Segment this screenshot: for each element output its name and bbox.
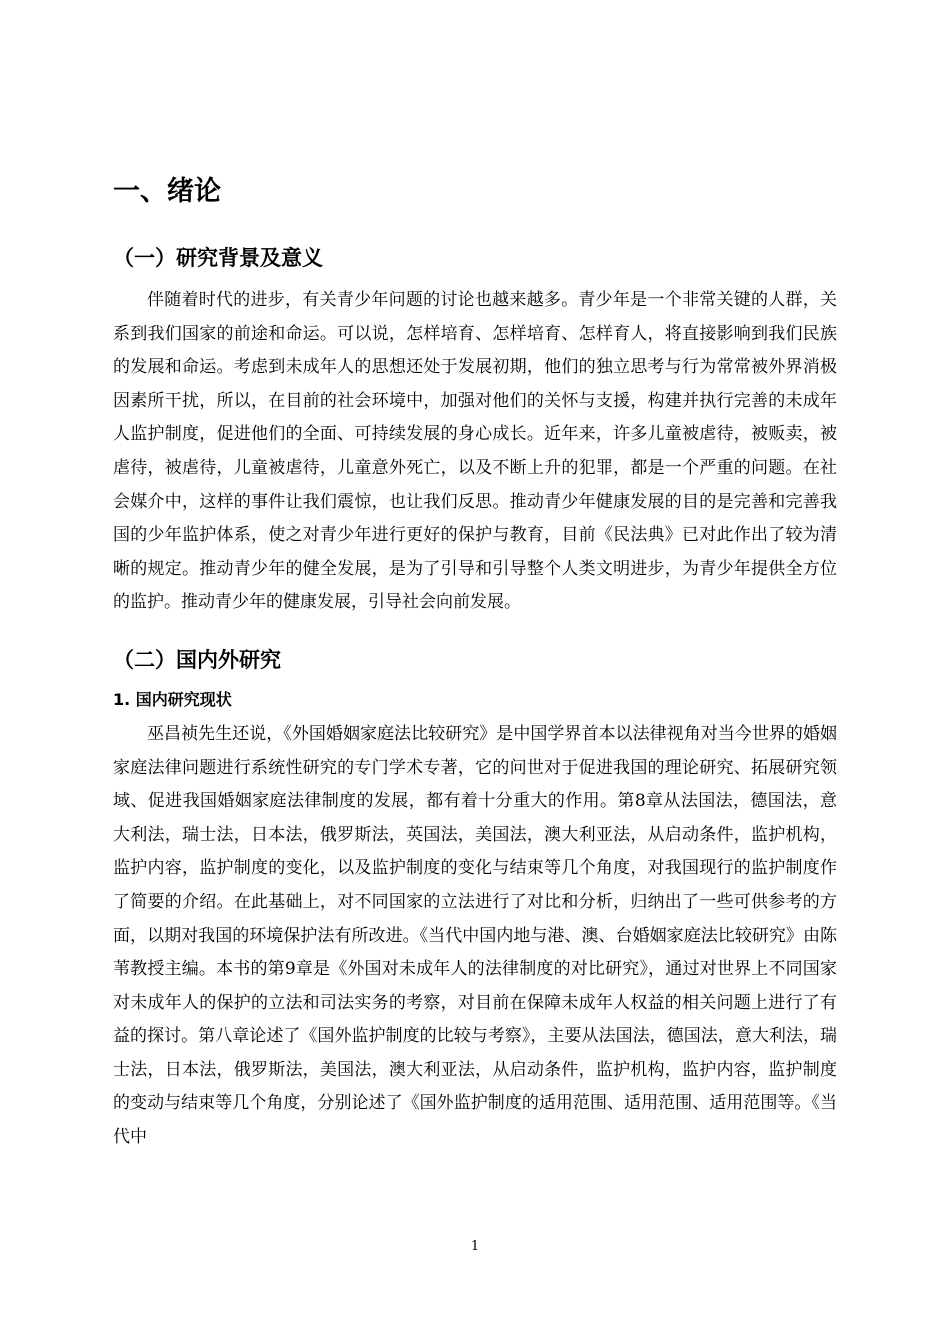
- section-title-research: （二）国内外研究: [113, 647, 281, 672]
- page-content: [113, 170, 837, 1155]
- section-title-background: （一）研究背景及意义: [113, 246, 323, 270]
- paragraph-background: 伴随着时代的进步，有关青少年问题的讨论也越来越多。青少年是一个非常关键的人群，关系到我们国家的前途和命运。可以说，怎样培育、怎样培育、怎样育人，将直接影响到我们民族的发展和命运。考虑到未成年人的思想还处于发展初期，他们的独立思考与行为常常被外界消极因素所干扰，所以，在目前的社会环境中，加强对他们的关怀与支援，构建并执行完善的未成年人监护制度，促进他们的全面、可持续发展的身心成长。近年来，许多儿童被虐待，被贩卖，被虐待，被虐待，儿童被虐待，儿童意外死亡，以及不断上升的犯罪，都是一个严重的问题。在社会媒介中，这样的事件让我们震惊，也让我们反思。推动青少年健康发展的目的是完善和完善我国的少年监护体系，使之对青少年进行更好的保护与教育，目前《民法典》已对此作出了较为清晰的规定。推动青少年的健全发展，是为了引导和引导整个人类文明进步，为青少年提供全方位的监护。推动青少年的健康发展，引导社会向前发展。: [113, 290, 837, 613]
- chapter-title: 一、绪论: [113, 176, 221, 207]
- subsection-title-domestic: 1. 国内研究现状: [113, 689, 232, 709]
- page-number: 1: [470, 1239, 480, 1254]
- paragraph-domestic-research: 巫昌祯先生还说，《外国婚姻家庭法比较研究》是中国学界首本以法律视角对当今世界的婚姻家庭法律问题进行系统性研究的专门学术专著，它的问世对于促进我国的理论研究、拓展研究领域、促进我国婚姻家庭法律制度的发展，都有着十分重大的作用。第8章从法国法，德国法，意大利法，瑞士法，日本法，俄罗斯法，英国法，美国法，澳大利亚法，从启动条件，监护机构，监护内容，监护制度的变化，以及监护制度的变化与结束等几个角度，对我国现行的监护制度作了简要的介绍。在此基础上，对不同国家的立法进行了对比和分析，归纳出了一些可供参考的方面，以期对我国的环境保护法有所改进。《当代中国内地与港、澳、台婚姻家庭法比较研究》由陈苇教授主编。本书的第9章是《外国对未成年人的法律制度的对比研究》，通过对世界上不同国家对未成年人的保护的立法和司法实务的考察，对目前在保障未成年人权益的相关问题上进行了有益的探讨。第八章论述了《国外监护制度的比较与考察》，主要从法国法，德国法，意大利法，瑞士法，日本法，俄罗斯法，美国法，澳大利亚法，从启动条件，监护机构，监护内容，监护制度的变动与结束等几个角度，分别论述了《国外监护制度的适用范围、适用范围、适用范围等。《当代中: [113, 723, 837, 1148]
